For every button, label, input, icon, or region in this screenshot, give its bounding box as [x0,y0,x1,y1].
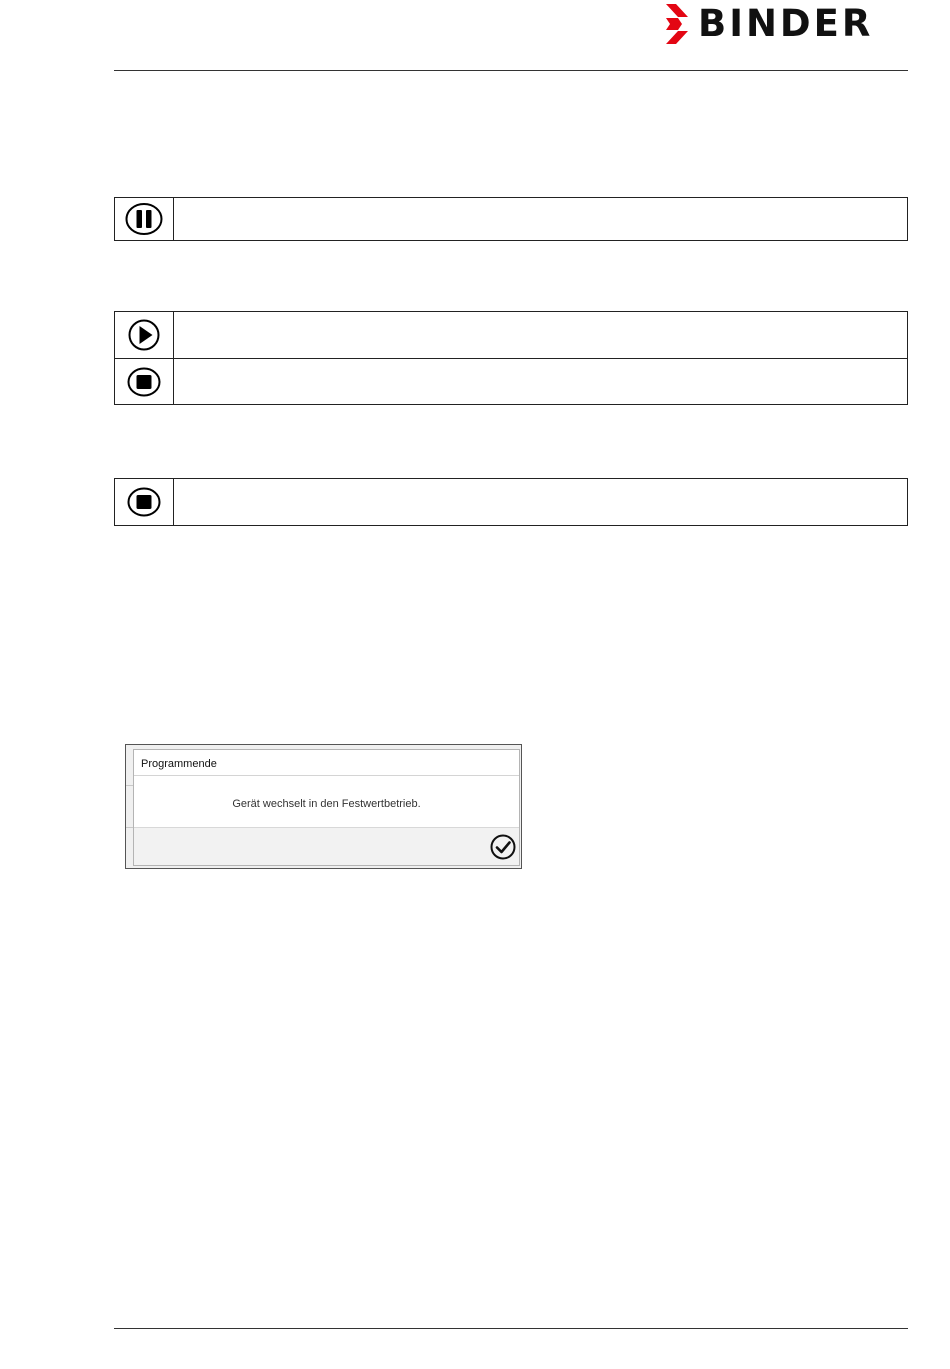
binder-logo [664,4,873,44]
pause-table [114,197,908,241]
brand-name: BINDER [698,2,874,45]
header-divider [114,70,908,71]
checkmark-circle-icon [490,834,516,860]
dialog-footer [134,827,519,865]
row-description [174,198,907,240]
table-row [115,479,907,525]
dialog-screenshot [125,744,522,869]
stop-table [114,478,908,526]
table-row [115,312,907,358]
background-divider [126,827,133,828]
play-circle-icon[interactable] [115,312,174,358]
stop-circle-icon[interactable] [115,359,174,404]
stop-circle-icon[interactable] [115,479,174,525]
row-description [174,312,907,358]
program-end-dialog [133,749,520,866]
binder-logo-mark-icon [664,4,690,44]
dialog-title: Programmende [134,750,519,776]
dialog-message: Gerät wechselt in den Festwertbetrieb. [232,798,421,810]
table-row [115,358,907,404]
background-divider [126,785,133,786]
table-row [115,198,907,240]
row-description [174,479,907,525]
confirm-button[interactable] [490,834,516,860]
play-stop-table [114,311,908,405]
footer-divider [114,1328,908,1329]
pause-circle-icon[interactable] [115,198,174,240]
row-description [174,359,907,404]
